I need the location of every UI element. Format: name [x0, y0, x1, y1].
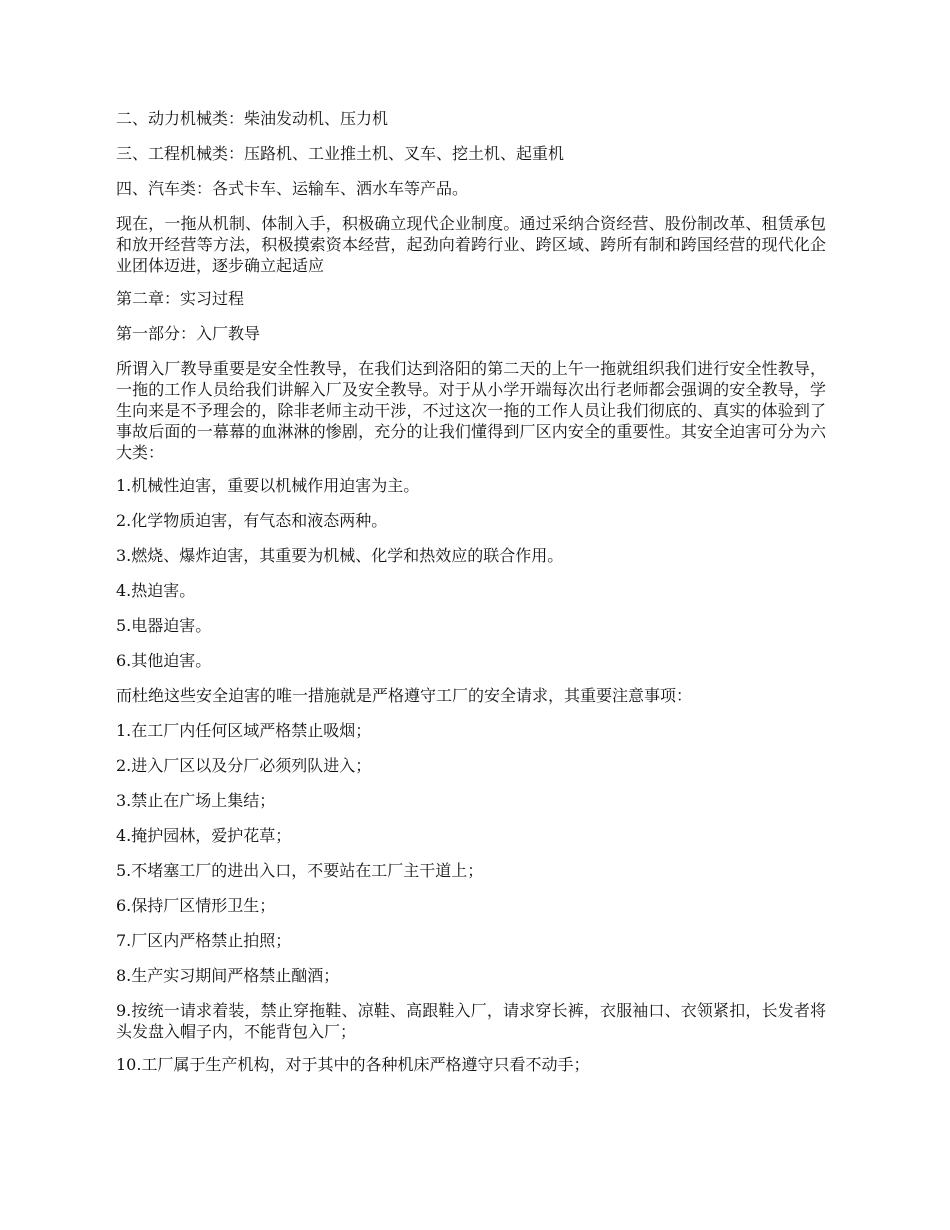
hazard-item: 5.电器迫害。	[116, 616, 212, 635]
rule-item: 7.厂区内严格禁止拍照；	[116, 931, 292, 950]
rule-item: 8.生产实习期间严格禁止酗酒；	[116, 966, 340, 985]
rule-item: 2.进入厂区以及分厂必须列队进入；	[116, 756, 372, 775]
paragraph-enterprise-reform: 现在，一拖从机制、体制入手，积极确立现代企业制度。通过采纳合资经营、股份制改革、租赁承包和放开经营等方法，积极摸索资本经营，起劲向着跨行业、跨区域、跨所有制和跨国经营的现代化企业团体迈进，逐步确立起适应	[116, 214, 826, 275]
hazard-item: 1.机械性迫害，重要以机械作用迫害为主。	[116, 476, 420, 495]
rule-item: 10.工厂属于生产机构，对于其中的各种机床严格遵守只看不动手；	[116, 1055, 590, 1074]
paragraph-power-machinery: 二、动力机械类：柴油发动机、压力机	[116, 109, 389, 128]
rule-item: 3.禁止在广场上集结；	[116, 791, 276, 810]
rule-item: 9.按统一请求着装，禁止穿拖鞋、凉鞋、高跟鞋入厂，请求穿长裤，衣服袖口、衣领紧扣，长发者将头发盘入帽子内，不能背包入厂；	[116, 1001, 826, 1041]
paragraph-safety-rules-intro: 而杜绝这些安全迫害的唯一措施就是严格遵守工厂的安全请求，其重要注意事项：	[116, 686, 693, 705]
paragraph-safety-education: 所谓入厂教导重要是安全性教导，在我们达到洛阳的第二天的上午一拖就组织我们进行安全性教导，一拖的工作人员给我们讲解入厂及安全教导。对于从小学开端每次出行老师都会强调的安全教导，学生向来是不予理会的，除非老师主动干涉，不过这次一拖的工作人员让我们彻底的、真实的体验到了事故后面的一幕幕的血淋淋的惨剧，充分的让我们懂得到厂区内安全的重要性。其安全迫害可分为六大类：	[116, 359, 826, 462]
rule-item: 4.掩护园林，爱护花草；	[116, 826, 292, 845]
chapter-heading: 第二章：实习过程	[116, 289, 245, 308]
hazard-item: 2.化学物质迫害，有气态和液态两种。	[116, 511, 388, 530]
section-heading: 第一部分：入厂教导	[116, 324, 261, 343]
hazard-item: 4.热迫害。	[116, 581, 196, 600]
rule-item: 5.不堵塞工厂的进出入口，不要站在工厂主干道上；	[116, 861, 484, 880]
rule-item: 1.在工厂内任何区域严格禁止吸烟；	[116, 721, 372, 740]
hazard-item: 3.燃烧、爆炸迫害，其重要为机械、化学和热效应的联合作用。	[116, 546, 564, 565]
rule-item: 6.保持厂区情形卫生；	[116, 896, 276, 915]
paragraph-engineering-machinery: 三、工程机械类：压路机、工业推土机、叉车、挖土机、起重机	[116, 144, 565, 163]
paragraph-automobiles: 四、汽车类：各式卡车、运输车、洒水车等产品。	[116, 179, 469, 198]
hazard-item: 6.其他迫害。	[116, 651, 212, 670]
